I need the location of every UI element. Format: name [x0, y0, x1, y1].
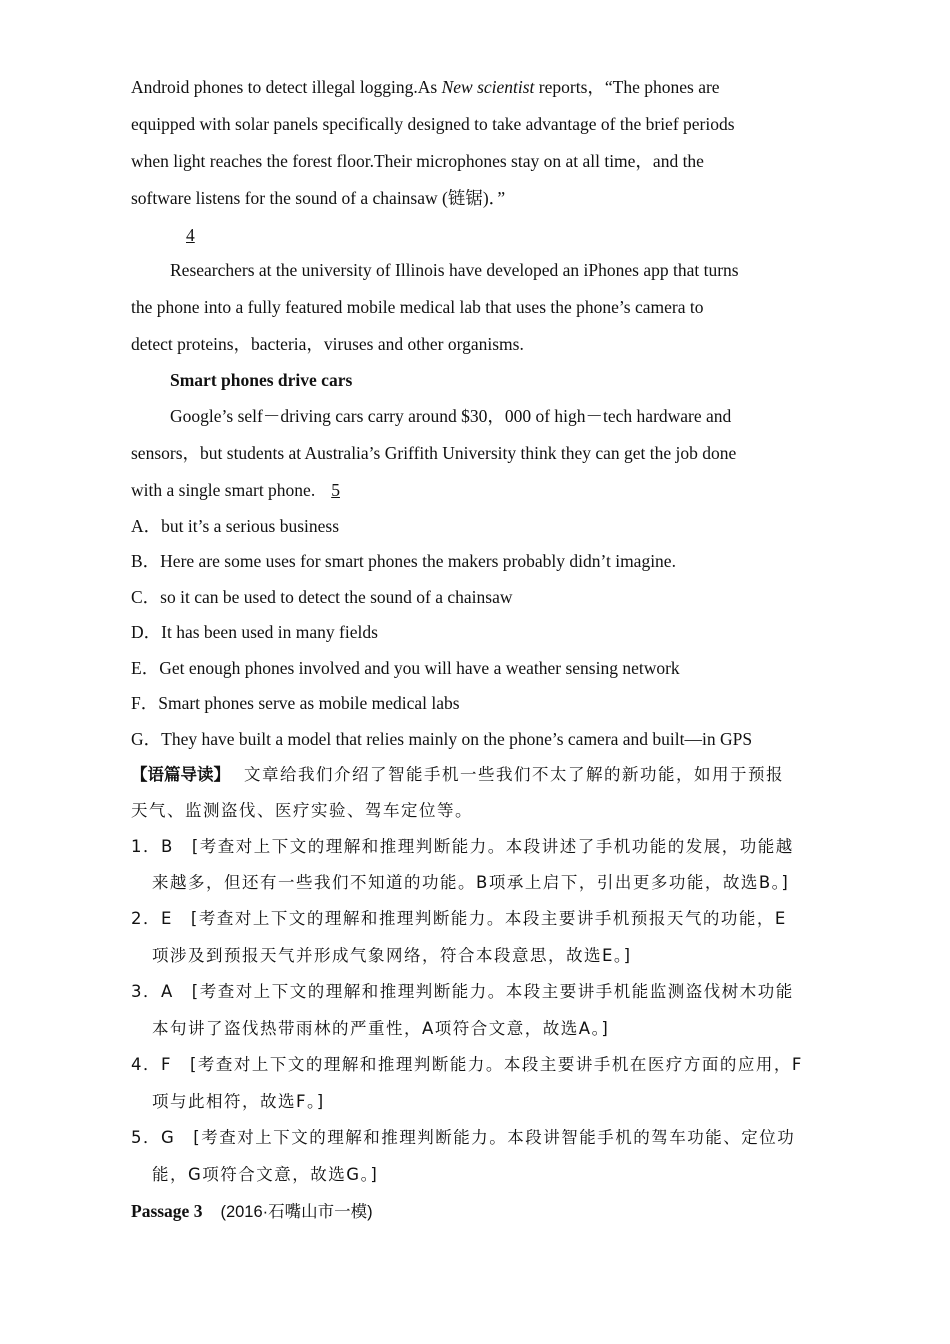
answer-2-cont: 项涉及到预报天气并形成气象网络，符合本段意思，故选E。] [152, 946, 632, 965]
paragraph-line: sensors，but students at Australia’s Griffith University think they can get the job done [131, 443, 737, 463]
text-span: reports，“The phones are [534, 77, 720, 97]
passage-source: (2016·石嘴山市一模) [220, 1203, 373, 1221]
guide-line [131, 763, 784, 786]
answer-2: 2．E [考查对上下文的理解和推理判断能力。本段主要讲手机预报天气的功能，E [131, 909, 787, 928]
guide-line: 天气、监测盗伐、医疗实验、驾车定位等。 [131, 801, 473, 820]
blank-4 [170, 224, 211, 246]
blank-number: 4 [186, 225, 195, 245]
text-span: Android phones to detect illegal logging.As [131, 77, 442, 97]
answer-5: 5．G [考查对上下文的理解和推理判断能力。本段讲智能手机的驾车功能、定位功 [131, 1128, 796, 1147]
paragraph-line: software listens for the sound of a chainsaw (链锯)．” [131, 188, 506, 208]
paragraph-line: the phone into a fully featured mobile medical lab that uses the phone’s camera to [131, 297, 704, 317]
option-g: G．They have built a model that relies mainly on the phone’s camera and built—in GPS [131, 729, 753, 749]
answer-4-cont: 项与此相符，故选F。] [152, 1092, 325, 1111]
passage-3-heading [131, 1200, 373, 1223]
option-f: F．Smart phones serve as mobile medical labs [131, 693, 460, 713]
option-c: C．so it can be used to detect the sound of a chainsaw [131, 587, 513, 607]
answer-3: 3．A [考查对上下文的理解和推理判断能力。本段主要讲手机能监测盗伐树木功能 [131, 982, 794, 1001]
magazine-title: New scientist [441, 77, 535, 97]
passage-label: Passage 3 [131, 1201, 203, 1221]
paragraph-line: Researchers at the university of Illinois have developed an iPhones app that turns [170, 260, 739, 280]
answer-4: 4．F [考查对上下文的理解和推理判断能力。本段主要讲手机在医疗方面的应用，F [131, 1055, 803, 1074]
paragraph-line: detect proteins，bacteria，viruses and other organisms. [131, 334, 524, 354]
answer-1-cont: 来越多，但还有一些我们不知道的功能。B项承上启下，引出更多功能，故选B。] [152, 873, 790, 892]
guide-label: 【语篇导读】 [131, 765, 230, 784]
paragraph-line [131, 76, 720, 98]
answer-3-cont: 本句讲了盗伐热带雨林的严重性，A项符合文意，故选A。] [152, 1019, 610, 1038]
answer-5-cont: 能，G项符合文意，故选G。] [152, 1165, 379, 1184]
text-span: with a single smart phone. [131, 480, 316, 500]
option-a: A．but it’s a serious business [131, 516, 340, 536]
guide-text: 文章给我们介绍了智能手机一些我们不太了解的新功能，如用于预报 [244, 765, 784, 784]
section-heading: Smart phones drive cars [170, 370, 353, 390]
paragraph-line [131, 479, 356, 501]
paragraph-line: equipped with solar panels specifically designed to take advantage of the brief periods [131, 114, 735, 134]
paragraph-line: Google’s self－driving cars carry around $30，000 of high－tech hardware and [170, 406, 732, 426]
blank-number: 5 [331, 480, 340, 500]
option-b: B．Here are some uses for smart phones the makers probably didn’t imagine. [131, 551, 676, 571]
answer-1: 1．B [考查对上下文的理解和推理判断能力。本段讲述了手机功能的发展，功能越 [131, 837, 794, 856]
option-e: E．Get enough phones involved and you will have a weather sensing network [131, 658, 680, 678]
paragraph-line: when light reaches the forest floor.Their microphones stay on at all time，and the [131, 151, 704, 171]
option-d: D．It has been used in many fields [131, 622, 378, 642]
